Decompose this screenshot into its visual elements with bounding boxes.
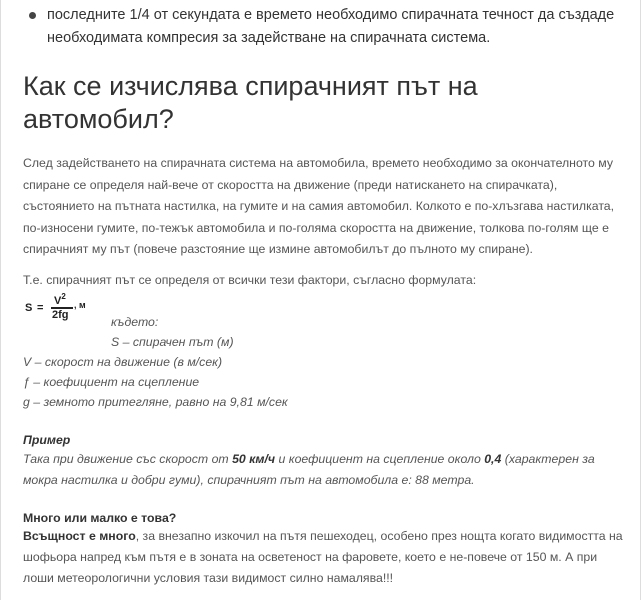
bullet-icon: [29, 12, 36, 19]
bullet-list: [25, 4, 625, 50]
intro-paragraph: След задействането на спирачната система на автомобила, времето необходимо за окончателното му спиране се определя най-вече от скоростта на движение (преди натискането на спирачката), състоянието на пътната настилка, на гумите и на самия автомобил. Колкото е по-хлъзгава настилката, по-износени гумите, по-тежък автомобила и по-голяма скоростта на движение, толкова по-голям ще е спирачният му път (повече разстояние ще измине автомобилът до пълното му спиране).: [23, 156, 615, 256]
formula-unit: , м: [74, 300, 86, 310]
braking-distance-formula: [25, 292, 115, 326]
bullet-text: последните 1/4 от секундата е времето необходимо спирачната течност да създаде необходимата компресия за задействане на спирачната система.: [47, 7, 615, 46]
example-speed: 50 км/ч: [232, 452, 276, 466]
legend-g-definition: g – земното притегляне, равно на 9,81 м/сек: [23, 395, 288, 409]
legend-s-definition: S – спирачен път (м): [111, 335, 234, 349]
list-item: [25, 4, 625, 50]
formula-numerator: $V^2$: [54, 292, 66, 307]
much-or-little-lead: Всъщност е много: [23, 529, 136, 543]
much-or-little-heading: Много или малко е това?: [23, 511, 177, 525]
legend-f-definition: ƒ – коефициент на сцепление: [23, 375, 200, 389]
section-heading: Как се изчислява спирачният път на автомобил?: [23, 71, 478, 134]
example-text: Така при движение със скорост от 50 км/ч и коефициент на сцепление около 0,4 (характерен за мокра настилка и добри гуми), спирачният път на автомобила е: 88 метра.: [23, 452, 595, 487]
formula-denominator: 2fg: [52, 309, 69, 321]
formula-exponent: 2: [61, 292, 66, 301]
formula-equals: =: [37, 302, 44, 314]
much-or-little-paragraph: Всъщност е много, за внезапно изкочил на пътя пешеходец, особено през нощта когато видимостта на шофьора напред към пътя е в зоната на осветеност на фаровете, което е не-повече от 150 м. А при лоши метеорологични условия тази видимост силно намалява!!!: [23, 529, 623, 585]
legend-v-definition: V – скорост на движение (в м/сек): [23, 355, 223, 369]
example-coefficient: 0,4: [484, 452, 502, 466]
legend-where: където:: [111, 315, 159, 329]
example-label: Пример: [23, 433, 71, 447]
formula-intro-paragraph: Т.е. спирачният път се определя от всички тези фактори, съгласно формулата:: [23, 273, 477, 287]
formula-s: S: [25, 302, 33, 314]
